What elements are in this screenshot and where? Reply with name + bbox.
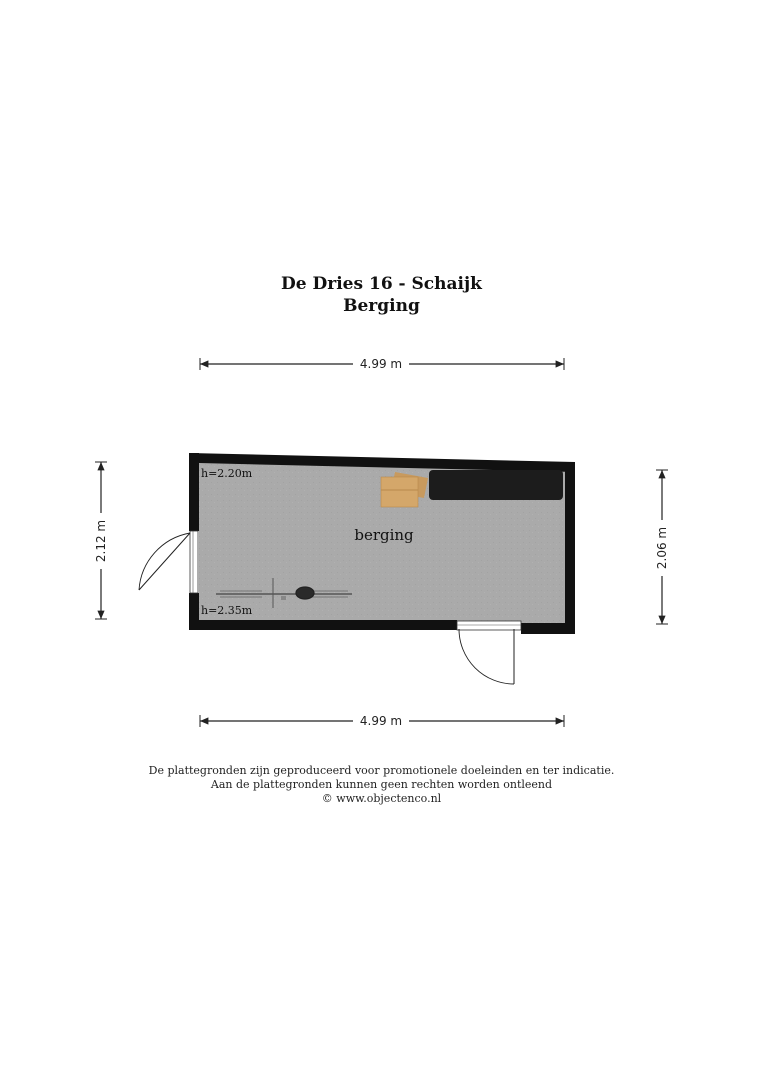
dimension-bottom-label: 4.99 m <box>359 714 403 728</box>
height-label-bottom: h=2.35m <box>201 604 253 617</box>
disclaimer-line-2: Aan de plattegronden kunnen geen rechten worden ontleend <box>210 778 553 791</box>
dimension-bottom <box>200 714 564 728</box>
dimension-top <box>200 357 564 371</box>
copyright-line: © www.objectenco.nl <box>321 792 442 805</box>
dimension-right-label: 2.06 m <box>655 526 669 570</box>
bottom-door <box>457 621 521 684</box>
dimension-right <box>655 470 669 624</box>
height-label-top: h=2.20m <box>201 467 253 480</box>
dimension-left <box>94 462 108 619</box>
disclaimer-line-1: De plattegronden zijn geproduceerd voor promotionele doeleinden en ter indicatie. <box>148 764 615 777</box>
plan-title: De Dries 16 - Schaijk <box>281 274 482 294</box>
room-label: berging <box>354 526 414 544</box>
dimension-top-label: 4.99 m <box>359 357 403 371</box>
dimension-left-label: 2.12 m <box>94 519 108 563</box>
bench <box>429 470 563 500</box>
plan-subtitle: Berging <box>343 296 420 316</box>
left-door <box>139 531 198 593</box>
